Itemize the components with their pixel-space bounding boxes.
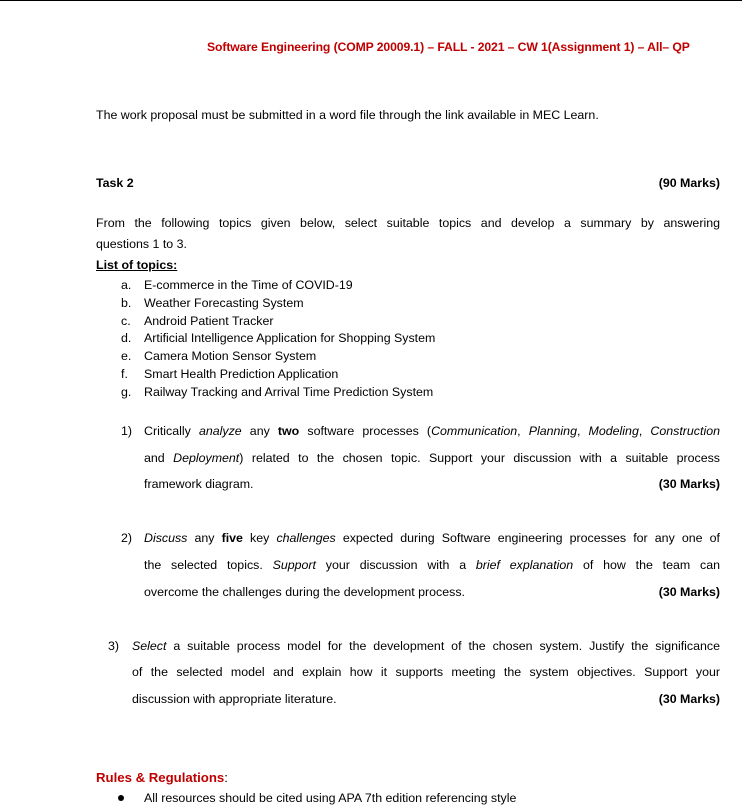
question-1-line3: framework diagram.: [144, 477, 254, 491]
list-item-letter: f.: [121, 367, 128, 381]
rules-heading: Rules & Regulations:: [96, 770, 228, 785]
question-number: 2): [121, 531, 133, 545]
list-item-letter: b.: [121, 296, 132, 310]
top-rule: [0, 0, 742, 1]
list-item-text: Railway Tracking and Arrival Time Prediction System: [144, 385, 434, 399]
list-item-text: Camera Motion Sensor System: [144, 349, 317, 363]
question-2-line1: Discuss any five key challenges expected during Software engineering processes for any one of: [144, 531, 720, 545]
question-3-marks: (30 Marks): [658, 692, 720, 706]
list-item-text: Smart Health Prediction Application: [144, 367, 339, 381]
question-number: 3): [108, 639, 120, 653]
question-1-line2: and Deployment) related to the chosen topic. Support your discussion with a suitable process: [144, 451, 720, 465]
topics-heading: List of topics:: [96, 258, 178, 272]
list-item-letter: c.: [121, 314, 131, 328]
question-3-line1: Select a suitable process model for the development of the chosen system. Justify the significance: [132, 639, 720, 653]
question-1-line1: Critically analyze any two software processes (Communication, Planning, Modeling, Construction: [144, 424, 720, 438]
question-number: 1): [121, 424, 133, 438]
page-header: Software Engineering (COMP 20009.1) – FALL - 2021 – CW 1(Assignment 1) – All– QP: [207, 40, 690, 54]
question-3-line3: discussion with appropriate literature.: [132, 692, 337, 706]
intro-text: The work proposal must be submitted in a word file through the link available in MEC Learn.: [96, 108, 599, 122]
question-3-line2: of the selected model and explain how it supports meeting the system objectives. Support your: [132, 665, 720, 679]
task-instruction-line2: questions 1 to 3.: [96, 237, 187, 251]
list-item-text: Weather Forecasting System: [144, 296, 304, 310]
question-2-line2: the selected topics. Support your discussion with a brief explanation of how the team can: [144, 558, 721, 572]
question-2-line3: overcome the challenges during the development process.: [144, 585, 465, 599]
list-item-letter: a.: [121, 278, 132, 292]
task-instruction-line1: From the following topics given below, select suitable topics and develop a summary by answering: [96, 216, 720, 230]
list-item-letter: e.: [121, 349, 132, 363]
question-1-marks: (30 Marks): [658, 477, 720, 491]
rule-text: All resources should be cited using APA 7th edition referencing style: [144, 791, 517, 805]
bullet-icon: [118, 795, 124, 801]
task-label: Task 2: [96, 176, 134, 190]
task-marks: (90 Marks): [658, 176, 720, 190]
list-item-text: E-commerce in the Time of COVID-19: [144, 278, 353, 292]
question-2-marks: (30 Marks): [658, 585, 720, 599]
list-item-text: Artificial Intelligence Application for Shopping System: [144, 331, 436, 345]
list-item-letter: d.: [121, 331, 132, 345]
list-item-letter: g.: [121, 385, 132, 399]
list-item-text: Android Patient Tracker: [144, 314, 274, 328]
